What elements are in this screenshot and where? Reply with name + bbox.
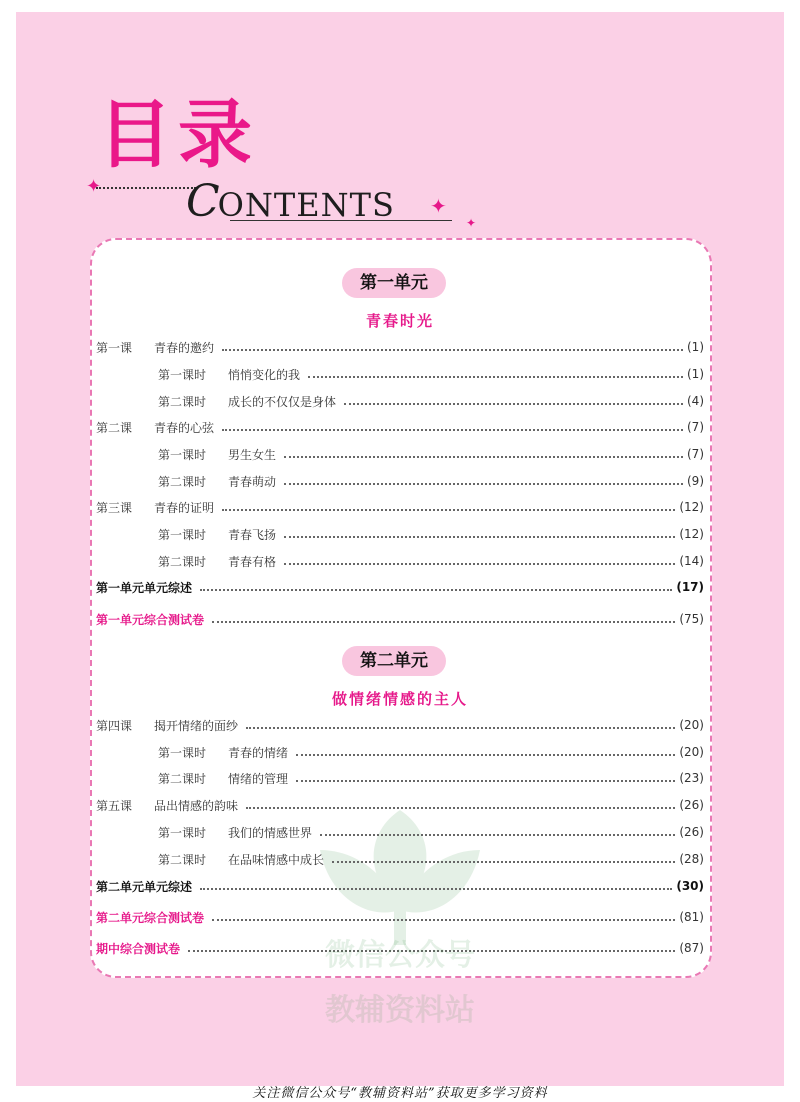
toc-row-hour[interactable] (158, 768, 704, 788)
toc-row-hour[interactable] (158, 471, 704, 491)
page-number: (26) (679, 825, 704, 839)
lesson-title: 青春的证明 (154, 500, 215, 515)
hour-number: 第一课时 (158, 745, 207, 760)
dot-leader (296, 780, 675, 782)
unit2-subtitle: 做情绪情感的主人 (331, 690, 469, 708)
dot-leader (222, 429, 683, 431)
lesson-number: 第二课 (96, 420, 133, 435)
toc-row-unit-summary[interactable] (96, 876, 704, 896)
test-title: 第二单元综合测试卷 (96, 910, 205, 925)
toc-row-lesson[interactable] (96, 715, 704, 735)
toc-row-unit-test[interactable] (96, 609, 704, 629)
lesson-number: 第一课 (96, 340, 133, 355)
page-number: (7) (687, 420, 704, 434)
contents-heading (186, 176, 395, 227)
lesson-title: 品出情感的韵味 (154, 798, 239, 813)
page-number: (75) (679, 612, 704, 626)
sparkle-icon: ✦ (86, 176, 102, 197)
hour-number: 第二课时 (158, 852, 207, 867)
contents-initial: C (186, 176, 218, 227)
page-number: (9) (687, 474, 704, 488)
toc-row-unit-test[interactable] (96, 907, 704, 927)
page-number: (12) (679, 527, 704, 541)
dot-leader (296, 754, 675, 756)
dot-leader (284, 483, 683, 485)
hour-title: 成长的不仅仅是身体 (228, 394, 337, 409)
dot-leader (246, 807, 675, 809)
page-number: (30) (676, 879, 704, 893)
unit2-badge: 第二单元 (342, 646, 446, 676)
dot-leader (222, 349, 683, 351)
lesson-title: 青春的心弦 (154, 420, 215, 435)
page-number: (1) (687, 340, 704, 354)
toc-row-hour[interactable] (158, 524, 704, 544)
page-number: (12) (679, 500, 704, 514)
hour-title: 男生女生 (228, 447, 277, 462)
hour-title: 情绪的管理 (228, 771, 289, 786)
lesson-title: 揭开情绪的面纱 (154, 718, 239, 733)
toc-row-lesson[interactable] (96, 497, 704, 517)
toc-row-hour[interactable] (158, 849, 704, 869)
dot-leader (332, 861, 675, 863)
dot-leader (344, 403, 683, 405)
hour-number: 第一课时 (158, 825, 207, 840)
hour-title: 悄悄变化的我 (228, 367, 301, 382)
watermark-text-line2: 教辅资料站 (325, 993, 475, 1028)
page-number: (28) (679, 852, 704, 866)
lesson-number: 第五课 (96, 798, 133, 813)
dot-leader (246, 727, 675, 729)
page-number: (26) (679, 798, 704, 812)
dot-leader (200, 589, 672, 591)
decorative-dotted-line (96, 187, 196, 189)
toc-row-hour[interactable] (158, 391, 704, 411)
page-number: (81) (679, 910, 704, 924)
toc-row-hour[interactable] (158, 551, 704, 571)
dot-leader (284, 536, 675, 538)
page-number: (87) (679, 941, 704, 955)
hour-number: 第二课时 (158, 394, 207, 409)
hour-title: 青春的情绪 (228, 745, 289, 760)
test-title: 期中综合测试卷 (96, 941, 181, 956)
sparkle-icon: ✦ (430, 194, 447, 218)
toc-row-hour[interactable] (158, 364, 704, 384)
page-number: (14) (679, 554, 704, 568)
hour-number: 第二课时 (158, 554, 207, 569)
unit1-badge: 第一单元 (342, 268, 446, 298)
page-number: (20) (679, 745, 704, 759)
hour-title: 我们的情感世界 (228, 825, 313, 840)
page-number: (23) (679, 771, 704, 785)
toc-row-lesson[interactable] (96, 795, 704, 815)
lesson-number: 第三课 (96, 500, 133, 515)
page-number: (17) (676, 580, 704, 594)
contents-rest: ONTENTS (217, 186, 395, 224)
dot-leader (212, 919, 675, 921)
hour-number: 第二课时 (158, 474, 207, 489)
toc-row-unit-summary[interactable] (96, 577, 704, 597)
page-number: (7) (687, 447, 704, 461)
toc-row-lesson[interactable] (96, 417, 704, 437)
toc-row-hour[interactable] (158, 742, 704, 762)
hour-number: 第二课时 (158, 771, 207, 786)
decorative-underline (230, 220, 452, 221)
page-number: (4) (687, 394, 704, 408)
lesson-title: 青春的邀约 (154, 340, 215, 355)
page-number: (1) (687, 367, 704, 381)
hour-title: 青春有格 (228, 554, 277, 569)
test-title: 第一单元综合测试卷 (96, 612, 205, 627)
unit1-subtitle: 青春时光 (365, 312, 435, 330)
dot-leader (284, 456, 683, 458)
sparkle-icon: ✦ (466, 216, 477, 230)
dot-leader (200, 888, 672, 890)
hour-title: 青春萌动 (228, 474, 277, 489)
hour-number: 第一课时 (158, 527, 207, 542)
page-number: (20) (679, 718, 704, 732)
hour-title: 青春飞扬 (228, 527, 277, 542)
dot-leader (212, 621, 675, 623)
dot-leader (222, 509, 675, 511)
dot-leader (284, 563, 675, 565)
summary-title: 第一单元单元综述 (96, 580, 193, 595)
summary-title: 第二单元单元综述 (96, 879, 193, 894)
dot-leader (320, 834, 675, 836)
lesson-number: 第四课 (96, 718, 133, 733)
watermark-text-line1: 微信公众号 (325, 938, 475, 973)
footer-note: 关注微信公众号“教辅资料站”获取更多学习资料 (252, 1086, 548, 1101)
hour-number: 第一课时 (158, 367, 207, 382)
toc-row-hour[interactable] (158, 444, 704, 464)
toc-row-hour[interactable] (158, 822, 704, 842)
hour-number: 第一课时 (158, 447, 207, 462)
page-title: 目录 (98, 92, 258, 178)
toc-row-lesson[interactable] (96, 337, 704, 357)
hour-title: 在品味情感中成长 (228, 852, 325, 867)
dot-leader (308, 376, 683, 378)
